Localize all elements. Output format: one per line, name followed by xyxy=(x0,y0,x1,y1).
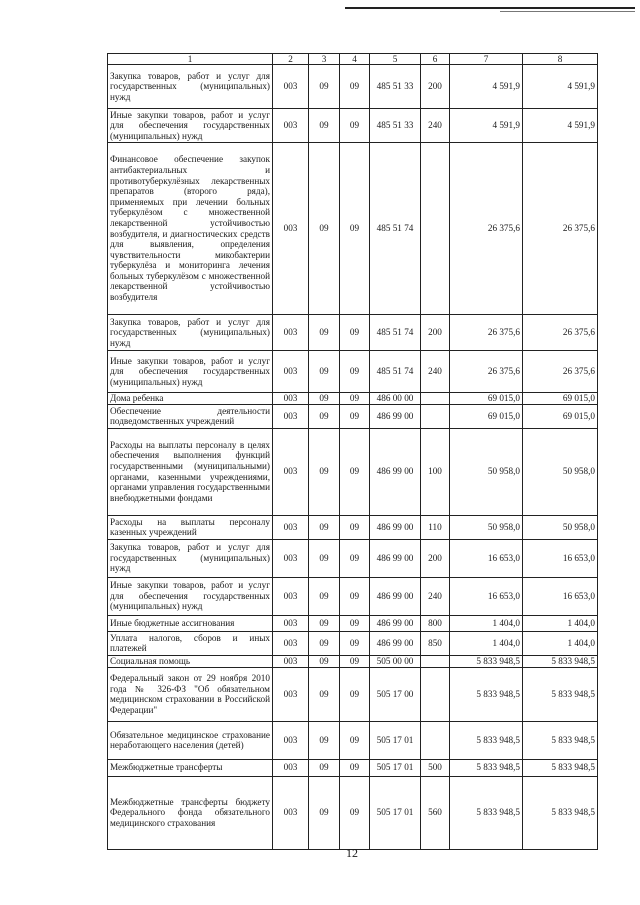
cell-amount-col7: 16 653,0 xyxy=(450,539,523,577)
table-row xyxy=(108,393,598,405)
cell-amount-col8: 26 375,6 xyxy=(523,351,598,393)
cell-ministry-code: 003 xyxy=(273,65,309,109)
cell-section-code: 09 xyxy=(309,404,340,428)
cell-amount-col7: 69 015,0 xyxy=(450,404,523,428)
cell-amount-col7: 1 404,0 xyxy=(450,631,523,655)
cell-amount-col8: 26 375,6 xyxy=(523,143,598,315)
cell-target-code: 485 51 74 xyxy=(370,315,421,351)
cell-subsection-code: 09 xyxy=(340,759,370,776)
budget-table-body xyxy=(108,54,598,850)
header-cell: 6 xyxy=(421,54,450,65)
cell-amount-col7: 4 591,9 xyxy=(450,65,523,109)
cell-target-code: 505 17 01 xyxy=(370,721,421,759)
cell-subsection-code: 09 xyxy=(340,109,370,143)
cell-name: Социальная помощь xyxy=(108,655,273,667)
cell-subsection-code: 09 xyxy=(340,404,370,428)
cell-ministry-code: 003 xyxy=(273,759,309,776)
table-row xyxy=(108,721,598,759)
cell-amount-col7: 4 591,9 xyxy=(450,109,523,143)
header-cell: 8 xyxy=(523,54,598,65)
cell-target-code: 485 51 74 xyxy=(370,351,421,393)
budget-table xyxy=(107,53,598,850)
cell-target-code: 485 51 74 xyxy=(370,143,421,315)
cell-expense-type: 800 xyxy=(421,615,450,631)
table-row xyxy=(108,404,598,428)
cell-target-code: 486 99 00 xyxy=(370,631,421,655)
cell-name: Иные закупки товаров, работ и услуг для обеспечения государственных (муниципальных) нужд xyxy=(108,351,273,393)
cell-amount-col8: 69 015,0 xyxy=(523,393,598,405)
cell-subsection-code: 09 xyxy=(340,428,370,515)
cell-name: Межбюджетные трансферты xyxy=(108,759,273,776)
cell-ministry-code: 003 xyxy=(273,539,309,577)
cell-section-code: 09 xyxy=(309,577,340,615)
cell-name: Межбюджетные трансферты бюджету Федерального фонда обязательного медицинского страхования xyxy=(108,776,273,849)
page-number: 12 xyxy=(346,846,358,860)
header-cell: 7 xyxy=(450,54,523,65)
cell-expense-type: 100 xyxy=(421,428,450,515)
cell-subsection-code: 09 xyxy=(340,143,370,315)
cell-name: Закупка товаров, работ и услуг для государственных (муниципальных) нужд xyxy=(108,539,273,577)
top-rule-thin xyxy=(500,11,635,12)
cell-name: Федеральный закон от 29 ноября 2010 года № 326-ФЗ "Об обязательном медицинском страховании в Российской Федерации" xyxy=(108,667,273,721)
header-cell: 5 xyxy=(370,54,421,65)
cell-amount-col7: 16 653,0 xyxy=(450,577,523,615)
cell-amount-col8: 1 404,0 xyxy=(523,631,598,655)
cell-ministry-code: 003 xyxy=(273,109,309,143)
cell-expense-type: 200 xyxy=(421,315,450,351)
cell-section-code: 09 xyxy=(309,615,340,631)
cell-ministry-code: 003 xyxy=(273,393,309,405)
cell-amount-col8: 1 404,0 xyxy=(523,615,598,631)
cell-target-code: 505 17 00 xyxy=(370,667,421,721)
cell-amount-col7: 50 958,0 xyxy=(450,428,523,515)
cell-section-code: 09 xyxy=(309,655,340,667)
table-header-row xyxy=(108,54,598,65)
cell-name: Обязательное медицинское страхование неработающего населения (детей) xyxy=(108,721,273,759)
cell-name: Иные закупки товаров, работ и услуг для обеспечения государственных (муниципальных) нужд xyxy=(108,577,273,615)
cell-ministry-code: 003 xyxy=(273,428,309,515)
cell-target-code: 505 00 00 xyxy=(370,655,421,667)
cell-target-code: 505 17 01 xyxy=(370,759,421,776)
cell-section-code: 09 xyxy=(309,393,340,405)
cell-section-code: 09 xyxy=(309,315,340,351)
cell-expense-type: 500 xyxy=(421,759,450,776)
cell-subsection-code: 09 xyxy=(340,631,370,655)
cell-subsection-code: 09 xyxy=(340,615,370,631)
cell-section-code: 09 xyxy=(309,631,340,655)
cell-ministry-code: 003 xyxy=(273,615,309,631)
cell-expense-type xyxy=(421,393,450,405)
cell-subsection-code: 09 xyxy=(340,351,370,393)
cell-ministry-code: 003 xyxy=(273,776,309,849)
cell-expense-type xyxy=(421,143,450,315)
cell-amount-col8: 5 833 948,5 xyxy=(523,759,598,776)
cell-subsection-code: 09 xyxy=(340,539,370,577)
cell-amount-col8: 69 015,0 xyxy=(523,404,598,428)
cell-subsection-code: 09 xyxy=(340,315,370,351)
cell-expense-type: 110 xyxy=(421,515,450,539)
table-row xyxy=(108,776,598,849)
cell-ministry-code: 003 xyxy=(273,315,309,351)
cell-amount-col7: 5 833 948,5 xyxy=(450,655,523,667)
cell-subsection-code: 09 xyxy=(340,393,370,405)
cell-expense-type: 240 xyxy=(421,351,450,393)
cell-ministry-code: 003 xyxy=(273,404,309,428)
cell-name: Дома ребенка xyxy=(108,393,273,405)
table-row xyxy=(108,577,598,615)
cell-ministry-code: 003 xyxy=(273,667,309,721)
table-row xyxy=(108,615,598,631)
cell-subsection-code: 09 xyxy=(340,667,370,721)
cell-amount-col7: 50 958,0 xyxy=(450,515,523,539)
cell-section-code: 09 xyxy=(309,428,340,515)
cell-ministry-code: 003 xyxy=(273,515,309,539)
cell-amount-col7: 26 375,6 xyxy=(450,351,523,393)
cell-ministry-code: 003 xyxy=(273,721,309,759)
table-row xyxy=(108,759,598,776)
cell-target-code: 485 51 33 xyxy=(370,109,421,143)
cell-amount-col8: 5 833 948,5 xyxy=(523,776,598,849)
cell-target-code: 486 99 00 xyxy=(370,428,421,515)
cell-target-code: 486 99 00 xyxy=(370,404,421,428)
table-row xyxy=(108,631,598,655)
cell-expense-type xyxy=(421,721,450,759)
cell-section-code: 09 xyxy=(309,776,340,849)
cell-target-code: 505 17 01 xyxy=(370,776,421,849)
cell-amount-col7: 69 015,0 xyxy=(450,393,523,405)
cell-amount-col7: 5 833 948,5 xyxy=(450,721,523,759)
cell-amount-col7: 5 833 948,5 xyxy=(450,667,523,721)
cell-subsection-code: 09 xyxy=(340,65,370,109)
cell-name: Расходы на выплаты персоналу в целях обеспечения выполнения функций государственными (муниципальными) органами, казенными учреждениями, органами управления государственными внебюджетными фондами xyxy=(108,428,273,515)
table-row xyxy=(108,65,598,109)
cell-amount-col8: 4 591,9 xyxy=(523,109,598,143)
cell-amount-col8: 26 375,6 xyxy=(523,315,598,351)
cell-name: Расходы на выплаты персоналу казенных учреждений xyxy=(108,515,273,539)
cell-amount-col7: 5 833 948,5 xyxy=(450,776,523,849)
table-row xyxy=(108,351,598,393)
cell-section-code: 09 xyxy=(309,759,340,776)
cell-subsection-code: 09 xyxy=(340,655,370,667)
cell-amount-col7: 26 375,6 xyxy=(450,315,523,351)
cell-section-code: 09 xyxy=(309,515,340,539)
cell-section-code: 09 xyxy=(309,351,340,393)
cell-amount-col8: 16 653,0 xyxy=(523,539,598,577)
cell-subsection-code: 09 xyxy=(340,721,370,759)
cell-target-code: 486 99 00 xyxy=(370,539,421,577)
cell-name: Закупка товаров, работ и услуг для государственных (муниципальных) нужд xyxy=(108,65,273,109)
cell-expense-type: 850 xyxy=(421,631,450,655)
table-row xyxy=(108,667,598,721)
cell-amount-col7: 26 375,6 xyxy=(450,143,523,315)
cell-amount-col8: 5 833 948,5 xyxy=(523,721,598,759)
cell-name: Закупка товаров, работ и услуг для государственных (муниципальных) нужд xyxy=(108,315,273,351)
cell-amount-col8: 50 958,0 xyxy=(523,515,598,539)
cell-target-code: 486 99 00 xyxy=(370,615,421,631)
cell-target-code: 485 51 33 xyxy=(370,65,421,109)
cell-name: Обеспечение деятельности подведомственных учреждений xyxy=(108,404,273,428)
cell-target-code: 486 99 00 xyxy=(370,515,421,539)
cell-name: Финансовое обеспечение закупок антибактериальных и противотуберкулёзных лекарственных препаратов (второго ряда), применяемых при лечении больных туберкулёзом с множественной лекарственной устойчивостью возбудителя, и диагностических средств для выявления, определения чувствительности микобактерии туберкулёза и мониторинга лечения больных туберкулёзом с множественной лекарственной устойчивостью возбудителя xyxy=(108,143,273,315)
cell-ministry-code: 003 xyxy=(273,655,309,667)
cell-amount-col8: 16 653,0 xyxy=(523,577,598,615)
cell-amount-col8: 5 833 948,5 xyxy=(523,667,598,721)
cell-section-code: 09 xyxy=(309,539,340,577)
cell-amount-col8: 50 958,0 xyxy=(523,428,598,515)
cell-name: Уплата налогов, сборов и иных платежей xyxy=(108,631,273,655)
cell-expense-type xyxy=(421,404,450,428)
cell-amount-col8: 4 591,9 xyxy=(523,65,598,109)
table-row xyxy=(108,143,598,315)
cell-name: Иные бюджетные ассигнования xyxy=(108,615,273,631)
cell-ministry-code: 003 xyxy=(273,351,309,393)
table-row xyxy=(108,315,598,351)
cell-section-code: 09 xyxy=(309,65,340,109)
table-row xyxy=(108,109,598,143)
cell-subsection-code: 09 xyxy=(340,577,370,615)
cell-expense-type: 200 xyxy=(421,539,450,577)
cell-ministry-code: 003 xyxy=(273,631,309,655)
top-rule xyxy=(345,7,635,9)
header-cell: 3 xyxy=(309,54,340,65)
cell-expense-type: 200 xyxy=(421,65,450,109)
cell-amount-col8: 5 833 948,5 xyxy=(523,655,598,667)
table-row xyxy=(108,655,598,667)
cell-expense-type: 240 xyxy=(421,577,450,615)
cell-amount-col7: 1 404,0 xyxy=(450,615,523,631)
header-cell: 1 xyxy=(108,54,273,65)
table-row xyxy=(108,539,598,577)
cell-target-code: 486 99 00 xyxy=(370,577,421,615)
cell-expense-type: 560 xyxy=(421,776,450,849)
cell-section-code: 09 xyxy=(309,109,340,143)
cell-ministry-code: 003 xyxy=(273,577,309,615)
cell-section-code: 09 xyxy=(309,721,340,759)
table-row xyxy=(108,428,598,515)
cell-section-code: 09 xyxy=(309,143,340,315)
cell-name: Иные закупки товаров, работ и услуг для обеспечения государственных (муниципальных) нужд xyxy=(108,109,273,143)
cell-subsection-code: 09 xyxy=(340,515,370,539)
cell-section-code: 09 xyxy=(309,667,340,721)
cell-amount-col7: 5 833 948,5 xyxy=(450,759,523,776)
cell-expense-type: 240 xyxy=(421,109,450,143)
header-cell: 4 xyxy=(340,54,370,65)
cell-expense-type xyxy=(421,655,450,667)
cell-subsection-code: 09 xyxy=(340,776,370,849)
cell-expense-type xyxy=(421,667,450,721)
table-row xyxy=(108,515,598,539)
cell-ministry-code: 003 xyxy=(273,143,309,315)
cell-target-code: 486 00 00 xyxy=(370,393,421,405)
header-cell: 2 xyxy=(273,54,309,65)
